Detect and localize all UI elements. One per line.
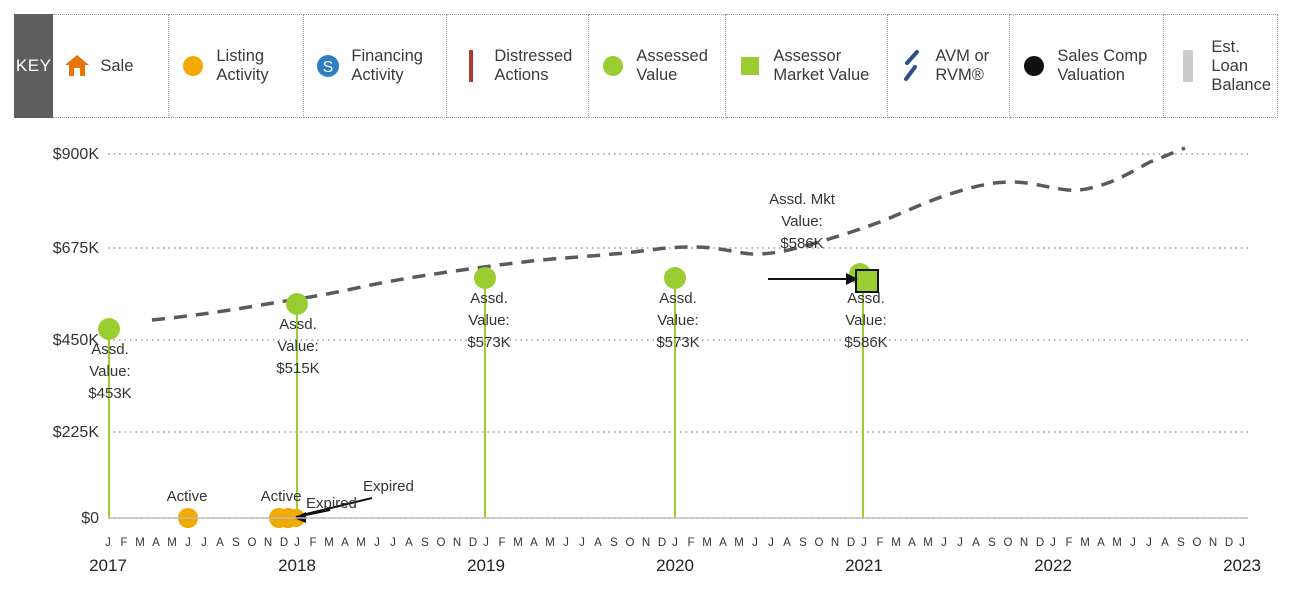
x-axis-year-2018: 2018 (278, 556, 316, 575)
svg-text:A: A (972, 537, 980, 549)
y-tick-900k: $900K (52, 146, 99, 163)
anno-line: $586K (780, 235, 824, 252)
legend-item-avm-rvm[interactable] (888, 14, 1010, 118)
svg-text:S: S (1177, 537, 1185, 549)
svg-text:J: J (861, 537, 867, 549)
legend-label-assessor-market-value: Assessor Market Value (773, 47, 870, 84)
anno-line: $573K (656, 334, 700, 351)
svg-text:S: S (988, 537, 996, 549)
svg-text:J: J (294, 537, 300, 549)
legend-title: KEY (14, 14, 53, 118)
annotation-active-1: Active (166, 488, 208, 505)
dollar-circle-icon (314, 51, 342, 81)
assessor-market-value-marker[interactable] (768, 270, 878, 292)
legend-label-sales-comp-valuation: Sales Comp Valuation (1057, 47, 1148, 84)
annotation-active-2: Active (260, 488, 302, 505)
property-value-timeline-chart (0, 126, 1306, 596)
assessed-marker-2020[interactable] (664, 267, 686, 289)
svg-text:J: J (105, 537, 111, 549)
square-icon (736, 51, 764, 81)
svg-text:M: M (356, 537, 366, 549)
svg-text:N: N (1208, 537, 1218, 549)
svg-text:D: D (846, 537, 856, 549)
legend-label-financing-activity: Financing Activity (351, 47, 423, 84)
svg-text:S: S (799, 537, 807, 549)
anno-line: Assd. (91, 341, 129, 358)
svg-text:J: J (483, 537, 489, 549)
legend-label-distressed-actions: Distressed Actions (494, 47, 573, 84)
bar-icon (1174, 51, 1202, 81)
assessed-marker-2018[interactable] (286, 293, 308, 315)
svg-text:D: D (279, 537, 289, 549)
circle-icon (179, 51, 207, 81)
svg-text:O: O (814, 537, 824, 549)
svg-text:J: J (563, 537, 569, 549)
svg-text:O: O (436, 537, 446, 549)
svg-text:A: A (1097, 537, 1105, 549)
svg-text:A: A (152, 537, 160, 549)
anno-line: $586K (844, 334, 888, 351)
svg-text:D: D (657, 537, 667, 549)
legend-item-distressed-actions[interactable] (447, 14, 589, 118)
anno-line: $453K (88, 385, 132, 402)
svg-text:D: D (468, 537, 478, 549)
assessed-marker-2017[interactable] (98, 318, 120, 340)
y-tick-675k: $675K (52, 240, 99, 257)
svg-text:J: J (1050, 537, 1056, 549)
svg-text:J: J (185, 537, 191, 549)
svg-text:A: A (908, 537, 916, 549)
anno-line: $573K (467, 334, 511, 351)
svg-text:N: N (1019, 537, 1029, 549)
legend-label-avm-rvm: AVM or RVM® (935, 47, 990, 84)
svg-text:A: A (719, 537, 727, 549)
svg-text:J: J (1146, 537, 1152, 549)
circle-icon (1020, 51, 1048, 81)
svg-text:A: A (530, 537, 538, 549)
annotation-assd-2021 (844, 290, 887, 351)
svg-text:J: J (941, 537, 947, 549)
svg-text:J: J (1239, 537, 1245, 549)
anno-line: $515K (276, 360, 320, 377)
legend-label-assessed-value: Assessed Value (636, 47, 708, 84)
anno-line: Value: (89, 363, 131, 380)
svg-text:D: D (1224, 537, 1234, 549)
legend-item-financing-activity[interactable] (304, 14, 447, 118)
annotation-expired-1: Expired (306, 495, 357, 512)
anno-line: Value: (277, 338, 319, 355)
svg-text:O: O (247, 537, 257, 549)
svg-text:O: O (1192, 537, 1202, 549)
svg-text:O: O (1003, 537, 1013, 549)
annotation-assd-2018 (276, 316, 319, 377)
svg-text:M: M (734, 537, 744, 549)
svg-text:A: A (341, 537, 349, 549)
svg-text:N: N (452, 537, 462, 549)
anno-line: Assd. (470, 290, 508, 307)
svg-text:M: M (1080, 537, 1090, 549)
svg-text:M: M (891, 537, 901, 549)
svg-text:A: A (216, 537, 224, 549)
svg-text:F: F (309, 537, 317, 549)
legend-item-est-loan-balance[interactable] (1164, 14, 1278, 118)
svg-text:A: A (594, 537, 602, 549)
y-tick-225k: $225K (52, 424, 99, 441)
svg-text:S: S (421, 537, 429, 549)
legend-item-assessor-market-value[interactable] (726, 14, 888, 118)
annotation-assd-2019 (467, 290, 510, 351)
x-axis-year-2019: 2019 (467, 556, 505, 575)
assessed-marker-2019[interactable] (474, 267, 496, 289)
anno-line: Value: (657, 312, 699, 329)
anno-line: Assd. (847, 290, 885, 307)
svg-text:N: N (641, 537, 651, 549)
svg-text:J: J (752, 537, 758, 549)
svg-text:M: M (167, 537, 177, 549)
legend-key (14, 14, 1278, 118)
svg-text:J: J (374, 537, 380, 549)
svg-text:J: J (672, 537, 678, 549)
svg-text:O: O (625, 537, 635, 549)
anno-line: Assd. (659, 290, 697, 307)
svg-text:J: J (390, 537, 396, 549)
anno-line: Value: (781, 213, 823, 230)
svg-text:N: N (830, 537, 840, 549)
svg-text:A: A (1161, 537, 1169, 549)
svg-text:J: J (768, 537, 774, 549)
svg-text:F: F (498, 537, 506, 549)
svg-text:S: S (323, 59, 334, 76)
y-tick-450k: $450K (52, 332, 99, 349)
annotation-expired-2: Expired (363, 478, 414, 495)
svg-text:J: J (1130, 537, 1136, 549)
svg-text:N: N (263, 537, 273, 549)
svg-text:M: M (513, 537, 523, 549)
svg-text:J: J (201, 537, 207, 549)
x-axis-month-labels (105, 537, 1245, 549)
svg-text:A: A (405, 537, 413, 549)
svg-text:M: M (324, 537, 334, 549)
y-tick-0: $0 (81, 510, 99, 527)
chart-svg (0, 126, 1306, 596)
anno-line: Value: (468, 312, 510, 329)
vertical-bar-icon (457, 51, 485, 81)
svg-text:J: J (579, 537, 585, 549)
legend-label-est-loan-balance: Est. Loan Balance (1211, 37, 1272, 94)
x-axis-year-2022: 2022 (1034, 556, 1072, 575)
svg-text:F: F (120, 537, 128, 549)
circle-icon (599, 51, 627, 81)
svg-text:F: F (1065, 537, 1073, 549)
legend-item-sales-comp-valuation[interactable] (1010, 14, 1164, 118)
annotation-assd-2020 (656, 290, 699, 351)
legend-label-sale: Sale (100, 56, 134, 75)
x-axis-year-2021: 2021 (845, 556, 883, 575)
legend-label-listing-activity: Listing Activity (216, 47, 269, 84)
svg-text:M: M (545, 537, 555, 549)
svg-text:F: F (876, 537, 884, 549)
svg-text:M: M (923, 537, 933, 549)
svg-text:S: S (610, 537, 618, 549)
svg-text:A: A (783, 537, 791, 549)
svg-text:D: D (1035, 537, 1045, 549)
x-axis-year-2023: 2023 (1223, 556, 1261, 575)
svg-text:M: M (135, 537, 145, 549)
x-axis-year-2020: 2020 (656, 556, 694, 575)
dashed-line-icon (898, 51, 926, 81)
house-icon (63, 51, 91, 81)
svg-text:M: M (702, 537, 712, 549)
legend-item-sale[interactable] (53, 14, 169, 118)
legend-item-listing-activity[interactable] (169, 14, 304, 118)
svg-text:J: J (957, 537, 963, 549)
svg-text:F: F (687, 537, 695, 549)
anno-line: Assd. Mkt (769, 191, 835, 208)
anno-line: Value: (845, 312, 887, 329)
legend-item-assessed-value[interactable] (589, 14, 726, 118)
annotation-assd-mkt-2021 (769, 191, 836, 252)
svg-text:M: M (1112, 537, 1122, 549)
x-axis-year-2017: 2017 (89, 556, 127, 575)
svg-text:S: S (232, 537, 240, 549)
anno-line: Assd. (279, 316, 317, 333)
annotation-assd-2017 (88, 341, 131, 402)
